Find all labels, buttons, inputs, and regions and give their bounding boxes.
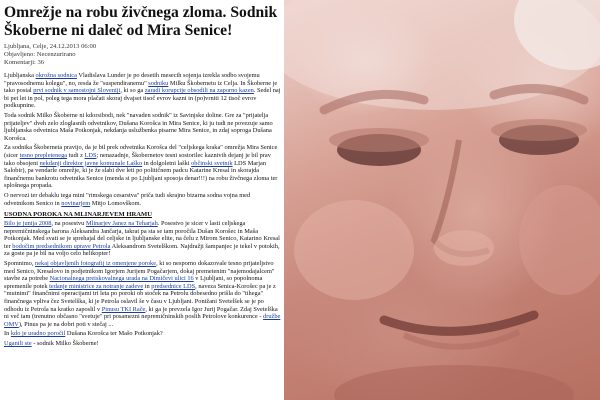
paragraph-text: Aleksandrom Svetelškom. Najdražji šampanjec je tekel v potokih, za goste pa je bil na voljo celo helikopter! <box>4 242 280 258</box>
meta-location-date: Ljubljana, Celje, 24.12.2013 06:00 <box>4 43 97 50</box>
article-link[interactable]: sodniku <box>148 79 169 87</box>
paragraph-text: Milku Škobernetu iz Celja. In Škoberne je tako postal <box>4 79 278 95</box>
article-link[interactable]: LDS <box>84 151 97 159</box>
mouth <box>384 315 534 331</box>
paragraph-text: v Ljubljani, so popolnoma spremenile potek <box>4 275 263 290</box>
article-link[interactable]: zaradi korupcije obsodili na zaporno kazen <box>144 87 254 95</box>
article-link[interactable]: občinski svetnik <box>191 159 233 167</box>
article-link[interactable]: nekaj objavljenih fotografij iz omenjene poroke <box>35 260 157 268</box>
article-link[interactable]: kdo je uradno poročil <box>10 330 66 338</box>
paragraph-text: , ki ga je prevzela Igor Jurij Pogačar. Zdaj Svetelška ni več tam (trenutno občasno "svetuje" pri posamezni nepremičninskih poslih Petrolove konkurence - <box>4 305 278 321</box>
paragraph <box>4 192 281 207</box>
headline: Omrežje na robu živčnega zloma. Sodnik Škoberne ni daleč od Mira Senice! <box>4 4 278 39</box>
paragraph-text: LDS Marjan Salobir), pa vendarle omrežje, ki je že slabi dve leti po političnem padcu Katarine Kresal in skorajda finančnemu bankrotu odvetnika Senice (menda si po Ljubljani sposoja denar!!!) na robu živčnega zloma ter splošnega propada. <box>4 159 278 190</box>
meta-published: Objavljeno: Necenzurirano <box>4 51 76 58</box>
paragraph-text: In <box>4 330 11 338</box>
paragraph-text: ), Pinus pa je na dobri poti v stečaj ... <box>18 320 114 328</box>
paragraph <box>4 220 281 258</box>
article-link[interactable]: okrožna sodnica <box>35 72 77 79</box>
paragraph-text: Dušana Korošca ter Mašo Potkonjak? <box>65 330 163 338</box>
article-link[interactable]: Nacionalnega preiskovalnega urada na Dimičevi ulici 16 <box>49 275 194 283</box>
chin <box>334 365 574 400</box>
left-eye-lid <box>329 128 429 152</box>
article-column <box>0 0 284 400</box>
article-body-section <box>4 220 281 348</box>
paragraph-text: . Posestvo je sicer v lasti celjskega nepremičninskega barona Aleksandra Jančarja, takrat pa sta se tam poročila Dušan Korošec in Maša Potkonjak. Med svati se je sprehajal del celjske in ljubljanske elite, na čelu z Mirom Senico, Katarino Kresal ter <box>4 220 280 250</box>
right-eye-lid <box>491 119 587 141</box>
nose-tip <box>434 230 494 266</box>
paragraph-text: . Sedel naj bi pet let in pol, poleg tega mora plačati skoraj dvajset tisoč evrov kazni in (po)vrniti 12 tisoč evrov podkupnine. <box>4 87 281 110</box>
paragraph-text: Vladislava Lunder je po desetih mesecih sojenja izrekla sodbo svojemu "pravosodnemu kolegu", no, resda že "suspendiranemu" <box>4 72 260 87</box>
portrait-photo <box>284 0 600 400</box>
paragraph-text: in <box>143 282 152 290</box>
article-link[interactable]: novinarjem <box>61 199 91 207</box>
article-link[interactable]: tesno prepletenega <box>19 151 68 159</box>
article-link[interactable]: nekdanji direktor javne komunale Laško <box>39 159 143 167</box>
paragraph <box>4 330 281 338</box>
paragraph-text: Za sodnika Škoberneta pravijo, da je bil prek odvetnika Korošca del "celjskega kraka" omrežja Mira Senice (sicer <box>4 144 278 159</box>
section-title: USODNA POROKA NA MLINARJEVEM HRAMU <box>4 211 152 219</box>
article-meta <box>4 43 281 67</box>
paragraph-text: Mitjo Lomovškom. <box>90 199 142 207</box>
article-link[interactable]: Bilo je junija 2008 <box>4 220 52 228</box>
article-link[interactable]: prvi sodnik v samostojni Sloveniji <box>33 87 121 95</box>
paragraph-text: , ki so ga <box>120 87 145 95</box>
article-link[interactable]: Pinusu TKI Rače <box>101 305 146 313</box>
paragraph-text: Ljubljanska <box>4 72 36 79</box>
paragraph-text: , naveza Senica-Korošec pa je z "mutnimi" finančnimi operacijami tri leta po poroki ob stoček na Petrolu dobesedno prišla do "tihega" finančnega vpliva čez Svetelška, ki je Petrola oslavil še v času v Ljubljani. Ponižani Svetelšek se je po odhodu iz Petrola na kratko zaposlil v <box>4 282 276 313</box>
paragraph-text: tudi z <box>67 151 85 159</box>
article-link[interactable]: predsednice LDS <box>151 282 196 290</box>
paragraph-text: ; nenazadnje, Škobernetov tesni sostorilec kaznivih dejanj je bil prav tako obsojeni <box>4 151 271 167</box>
paragraph-text: Toda sodnik Milko Škoberne ni kdorsibodi, nek "navaden sodnik" iz Savinjske doline. Gre za "prijatelja prijateljev" dveh zelo zloglasnih odvetnikov, Dušana Korošca in Mira Senice, ki ju tudi ne povezuje samo ljubljanska odvetnica Maša Potkonjak, nekdanja uslužbenka pisarne Mira Senice, in zdaj soproga Dušana Korošca. <box>4 111 273 142</box>
portrait-svg <box>284 0 600 400</box>
article-body <box>4 72 281 207</box>
paragraph <box>4 260 281 328</box>
article-link[interactable]: družbe OMV <box>4 313 281 328</box>
paragraph <box>4 72 281 110</box>
paragraph-text: O nervozi ter debaklu tega mini "rimskega cesarstva" priča tudi skrajno bizarna sodna vojna med odvetnikom Senico in <box>4 191 251 207</box>
paragraph <box>4 144 281 190</box>
paragraph-text: in dolgoletni laški <box>142 159 192 167</box>
paragraph-text: Spomnimo, <box>4 260 36 268</box>
left-cheek <box>294 200 414 300</box>
right-cheek <box>519 185 600 295</box>
paragraph-text: , na posestvu <box>51 220 86 228</box>
article-link[interactable]: Uganili ste <box>4 340 32 347</box>
paragraph <box>4 340 281 348</box>
article-link[interactable]: bodočim predsednikom uprave Petrola <box>12 242 111 250</box>
meta-comments: Komentarji: 36 <box>4 59 45 66</box>
article-link[interactable]: Mlinarjev Janez na Teharjah <box>85 220 158 228</box>
paragraph-text: - sodnik Milko Škoberne! <box>31 340 99 347</box>
paragraph-text: , ki so nesporno dokazovale tesno prijateljstvo med Senico, Kresalovo in podjetnikom Igorjem Jurijem Pogačarjem, dokaj premetenim "najemodajalcem" stavbe za potrebe <box>4 260 275 283</box>
article-link[interactable]: tedanje ministrice za notranje zadeve <box>49 282 144 290</box>
paragraph <box>4 112 281 142</box>
